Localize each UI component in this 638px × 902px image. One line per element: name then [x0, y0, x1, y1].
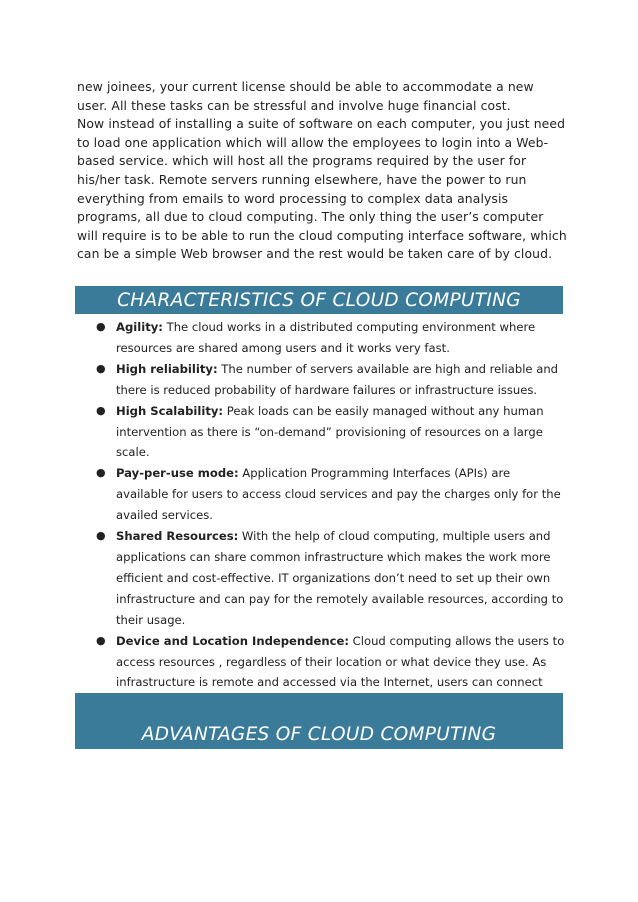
list-item-text: Cloud computing allows the users to access resources , regardless of their location or what device they use. As infrastructure is remote and accessed via the Internet, users can connect	[116, 633, 565, 690]
advantages-banner	[75, 693, 563, 749]
list-item-text: Application Programming Interfaces (APIs) are available for users to access cloud services and pay the charges only for the availed services.	[116, 466, 561, 523]
list-item-term: Agility:	[116, 320, 163, 334]
advantages-heading: ADVANTAGES OF CLOUD COMPUTING	[141, 724, 497, 745]
list-item-term: Device and Location Independence:	[116, 633, 349, 648]
intro-paragraph-2: Now instead of installing a suite of software on each computer, you just need to load one application which will allow the employees to login into a Web-based service. which will host all the programs required by the user for his/her task. Remote servers running elsewhere, have the power to run everything from emails to word processing to complex data analysis programs, all due to cloud computing. The only thing the user’s computer will require is to be able to run the cloud computing interface software, which can be a simple Web browser and the rest would be taken care of by cloud.	[77, 116, 567, 262]
list-item-term: High reliability:	[116, 361, 218, 376]
bullet-icon: ●	[96, 403, 106, 417]
characteristics-heading: CHARACTERISTICS OF CLOUD COMPUTING	[117, 290, 521, 311]
bullet-icon: ●	[96, 320, 106, 333]
list-item-text: Peak loads can be easily managed without any human intervention as there is “on-demand” provisioning of resources on a large scale.	[116, 403, 544, 460]
list-item-text: With the help of cloud computing, multiple users and applications can share common infrastructure which makes the work more efficient and cost-effective. IT organizations don’t need to set up their own infrastructure and can pay for the remotely available resources, according to their usage.	[116, 529, 564, 627]
list-item-term: Pay-per-use mode:	[116, 466, 239, 481]
characteristics-banner	[75, 286, 563, 314]
intro-paragraph-1: new joinees, your current license should be able to accommodate a new user. All these tasks can be stressful and involve huge financial cost.	[77, 79, 534, 113]
bullet-icon: ●	[96, 633, 106, 647]
list-item-agility	[75, 317, 565, 359]
list-item-high-scalability	[75, 401, 565, 464]
bullet-icon: ●	[96, 361, 106, 375]
list-item-text: The cloud works in a distributed computing environment where resources are shared among users and it works very fast.	[116, 320, 536, 355]
list-item-shared-resources	[75, 526, 565, 631]
bullet-icon: ●	[96, 529, 106, 543]
list-item-high-reliability	[75, 359, 565, 401]
bullet-icon: ●	[96, 466, 106, 480]
characteristics-list	[75, 317, 565, 714]
list-item-pay-per-use	[75, 463, 565, 526]
list-item-term: High Scalability:	[116, 403, 224, 418]
intro-text	[77, 78, 567, 264]
list-item-text: The number of servers available are high and reliable and there is reduced probability of hardware failures or infrastructure issues.	[116, 361, 559, 397]
list-item-term: Shared Resources:	[116, 529, 239, 544]
